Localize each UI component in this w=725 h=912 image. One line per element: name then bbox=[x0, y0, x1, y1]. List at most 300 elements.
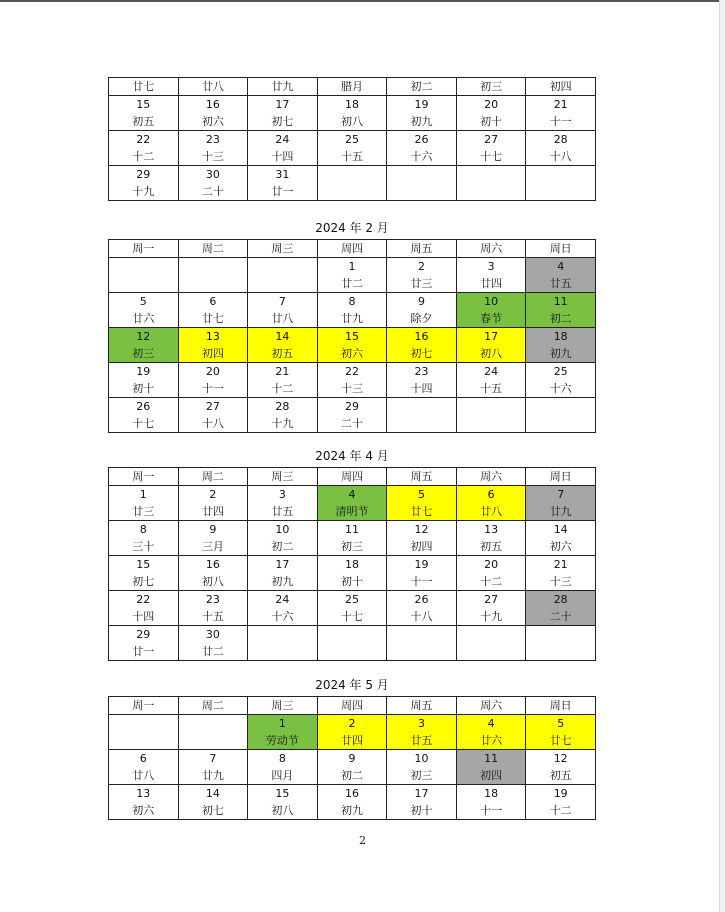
lunar-date: 初二 bbox=[549, 312, 572, 325]
day-number: 9 bbox=[209, 523, 217, 536]
day-number: 6 bbox=[487, 488, 495, 501]
lunar-date: 除夕 bbox=[410, 312, 433, 325]
lunar-date: 十九 bbox=[480, 610, 503, 623]
day-number: 17 bbox=[414, 787, 429, 800]
day-number: 8 bbox=[278, 752, 286, 765]
week-row bbox=[109, 363, 596, 398]
weekday-header: 周四 bbox=[317, 697, 387, 715]
day-cell bbox=[317, 486, 387, 521]
day-number bbox=[109, 258, 178, 275]
day-number: 10 bbox=[414, 752, 429, 765]
lunar-date bbox=[109, 275, 178, 292]
lunar-date: 十二 bbox=[132, 150, 155, 163]
day-number bbox=[457, 626, 526, 643]
day-number: 15 bbox=[344, 330, 359, 343]
day-number: 14 bbox=[553, 523, 568, 536]
day-number: 13 bbox=[136, 787, 151, 800]
day-cell bbox=[248, 166, 318, 201]
empty-cell bbox=[317, 166, 387, 201]
day-number: 16 bbox=[205, 98, 220, 111]
day-number: 10 bbox=[275, 523, 290, 536]
day-number: 1 bbox=[139, 488, 147, 501]
lunar-date: 廿五 bbox=[271, 505, 294, 518]
lunar-date: 初五 bbox=[271, 347, 294, 360]
lunar-date: 初五 bbox=[480, 540, 503, 553]
lunar-date: 初九 bbox=[410, 115, 433, 128]
day-number: 25 bbox=[344, 593, 359, 606]
empty-cell bbox=[526, 398, 596, 433]
page-edge bbox=[719, 0, 725, 912]
day-cell bbox=[317, 715, 387, 750]
lunar-date: 初九 bbox=[549, 347, 572, 360]
week-row bbox=[109, 715, 596, 750]
day-cell bbox=[526, 715, 596, 750]
day-number: 16 bbox=[414, 330, 429, 343]
lunar-date: 十四 bbox=[271, 150, 294, 163]
day-cell bbox=[456, 293, 526, 328]
day-number: 23 bbox=[414, 365, 429, 378]
lunar-date: 廿八 bbox=[271, 312, 294, 325]
day-number: 20 bbox=[484, 98, 499, 111]
empty-cell bbox=[456, 398, 526, 433]
day-number: 26 bbox=[414, 593, 429, 606]
lunar-date: 廿六 bbox=[132, 312, 155, 325]
day-number: 6 bbox=[139, 752, 147, 765]
lunar-date: 初八 bbox=[271, 804, 294, 817]
lunar-date: 廿四 bbox=[340, 734, 363, 747]
day-cell bbox=[526, 556, 596, 591]
lunar-date bbox=[457, 415, 526, 432]
day-cell bbox=[109, 166, 179, 201]
day-number: 22 bbox=[136, 593, 151, 606]
day-number: 2 bbox=[209, 488, 217, 501]
weekday-header: 周一 bbox=[109, 468, 179, 486]
lunar-date: 廿九 bbox=[248, 78, 318, 96]
day-number bbox=[248, 626, 317, 643]
day-cell bbox=[526, 591, 596, 626]
day-cell bbox=[248, 715, 318, 750]
lunar-date: 十三 bbox=[549, 575, 572, 588]
week-row bbox=[109, 328, 596, 363]
page-number: 2 bbox=[359, 834, 366, 847]
lunar-date: 廿七 bbox=[410, 505, 433, 518]
lunar-date: 十六 bbox=[549, 382, 572, 395]
day-number: 6 bbox=[209, 295, 217, 308]
day-cell bbox=[317, 96, 387, 131]
day-cell bbox=[248, 521, 318, 556]
day-cell bbox=[178, 363, 248, 398]
day-cell bbox=[387, 715, 457, 750]
lunar-date: 春节 bbox=[480, 312, 503, 325]
day-cell bbox=[109, 556, 179, 591]
empty-cell bbox=[387, 626, 457, 661]
day-number bbox=[387, 626, 456, 643]
day-cell bbox=[456, 258, 526, 293]
day-number: 19 bbox=[414, 558, 429, 571]
day-number: 20 bbox=[484, 558, 499, 571]
day-number: 14 bbox=[275, 330, 290, 343]
day-number: 29 bbox=[136, 168, 151, 181]
lunar-date: 三十 bbox=[132, 540, 155, 553]
week-row bbox=[109, 293, 596, 328]
empty-cell bbox=[456, 626, 526, 661]
day-cell bbox=[178, 328, 248, 363]
week-row bbox=[109, 521, 596, 556]
lunar-date: 初十 bbox=[340, 575, 363, 588]
weekday-header: 周四 bbox=[317, 468, 387, 486]
day-number: 9 bbox=[418, 295, 426, 308]
day-cell bbox=[317, 398, 387, 433]
day-cell bbox=[456, 715, 526, 750]
day-cell bbox=[317, 521, 387, 556]
week-row bbox=[109, 258, 596, 293]
weekday-header: 周三 bbox=[248, 697, 318, 715]
lunar-date bbox=[526, 643, 595, 660]
lunar-date: 初八 bbox=[340, 115, 363, 128]
empty-cell bbox=[526, 166, 596, 201]
day-number: 17 bbox=[484, 330, 499, 343]
lunar-date bbox=[179, 732, 248, 749]
week-row bbox=[109, 556, 596, 591]
lunar-date: 腊月 bbox=[317, 78, 387, 96]
weekday-header: 周一 bbox=[109, 240, 179, 258]
day-cell bbox=[317, 131, 387, 166]
day-number: 31 bbox=[275, 168, 290, 181]
day-number bbox=[109, 715, 178, 732]
lunar-date: 廿五 bbox=[549, 277, 572, 290]
day-number bbox=[526, 166, 595, 183]
day-cell bbox=[248, 363, 318, 398]
day-cell bbox=[248, 556, 318, 591]
day-cell bbox=[178, 96, 248, 131]
day-number: 23 bbox=[205, 133, 220, 146]
day-number: 15 bbox=[275, 787, 290, 800]
day-number: 3 bbox=[487, 260, 495, 273]
day-number: 11 bbox=[484, 752, 499, 765]
day-cell bbox=[387, 328, 457, 363]
day-number: 25 bbox=[553, 365, 568, 378]
day-number: 13 bbox=[484, 523, 499, 536]
lunar-date: 十八 bbox=[549, 150, 572, 163]
lunar-date: 廿三 bbox=[410, 277, 433, 290]
lunar-date: 十三 bbox=[340, 382, 363, 395]
day-cell bbox=[178, 486, 248, 521]
day-cell bbox=[317, 328, 387, 363]
lunar-date: 廿七 bbox=[109, 78, 179, 96]
lunar-date: 廿一 bbox=[271, 185, 294, 198]
weekday-header: 周三 bbox=[248, 468, 318, 486]
lunar-date: 四月 bbox=[271, 769, 294, 782]
day-number: 18 bbox=[344, 558, 359, 571]
january-calendar-continued bbox=[108, 77, 596, 201]
day-number: 14 bbox=[205, 787, 220, 800]
lunar-date: 廿九 bbox=[201, 769, 224, 782]
day-number: 12 bbox=[553, 752, 568, 765]
day-cell bbox=[248, 486, 318, 521]
empty-cell bbox=[109, 715, 179, 750]
day-cell bbox=[248, 131, 318, 166]
day-cell bbox=[178, 521, 248, 556]
lunar-date: 廿八 bbox=[132, 769, 155, 782]
day-number bbox=[387, 166, 456, 183]
day-number: 17 bbox=[275, 558, 290, 571]
day-number: 22 bbox=[136, 133, 151, 146]
weekday-header-row bbox=[109, 468, 596, 486]
day-cell bbox=[456, 750, 526, 785]
day-cell bbox=[248, 96, 318, 131]
may-calendar bbox=[108, 696, 596, 820]
day-number: 3 bbox=[278, 488, 286, 501]
lunar-date: 初三 bbox=[456, 78, 526, 96]
lunar-date: 初五 bbox=[549, 769, 572, 782]
day-number: 15 bbox=[136, 558, 151, 571]
lunar-date: 二十 bbox=[549, 610, 572, 623]
day-cell bbox=[109, 750, 179, 785]
lunar-date: 二十 bbox=[340, 417, 363, 430]
lunar-date: 清明节 bbox=[335, 505, 369, 518]
day-number: 12 bbox=[414, 523, 429, 536]
week-row bbox=[109, 96, 596, 131]
day-cell bbox=[387, 96, 457, 131]
day-cell bbox=[456, 521, 526, 556]
week-row bbox=[109, 785, 596, 820]
day-cell bbox=[178, 750, 248, 785]
weekday-header: 周六 bbox=[456, 697, 526, 715]
lunar-date bbox=[387, 183, 456, 200]
lunar-date: 十九 bbox=[132, 185, 155, 198]
lunar-date: 初七 bbox=[201, 804, 224, 817]
day-number: 27 bbox=[205, 400, 220, 413]
week-row bbox=[109, 398, 596, 433]
day-cell bbox=[178, 785, 248, 820]
april-calendar bbox=[108, 467, 596, 661]
day-number: 29 bbox=[344, 400, 359, 413]
day-number: 28 bbox=[553, 593, 568, 606]
lunar-date: 初十 bbox=[410, 804, 433, 817]
day-cell bbox=[387, 750, 457, 785]
day-number: 30 bbox=[205, 168, 220, 181]
day-number: 2 bbox=[348, 717, 356, 730]
day-cell bbox=[317, 591, 387, 626]
day-cell bbox=[526, 486, 596, 521]
week-row bbox=[109, 131, 596, 166]
day-cell bbox=[178, 626, 248, 661]
empty-cell bbox=[387, 398, 457, 433]
day-cell bbox=[526, 258, 596, 293]
weekday-header: 周五 bbox=[387, 240, 457, 258]
day-cell bbox=[387, 258, 457, 293]
lunar-date: 廿七 bbox=[201, 312, 224, 325]
lunar-date bbox=[179, 275, 248, 292]
empty-cell bbox=[178, 715, 248, 750]
day-number: 11 bbox=[344, 523, 359, 536]
lunar-date bbox=[248, 643, 317, 660]
lunar-date: 十八 bbox=[201, 417, 224, 430]
day-number: 5 bbox=[139, 295, 147, 308]
lunar-date: 初七 bbox=[132, 575, 155, 588]
day-number: 15 bbox=[136, 98, 151, 111]
lunar-date: 初五 bbox=[132, 115, 155, 128]
lunar-date: 初六 bbox=[549, 540, 572, 553]
lunar-date bbox=[526, 183, 595, 200]
lunar-date: 十五 bbox=[340, 150, 363, 163]
day-cell bbox=[248, 328, 318, 363]
day-cell bbox=[178, 166, 248, 201]
lunar-date: 十二 bbox=[480, 575, 503, 588]
week-row bbox=[109, 486, 596, 521]
day-number: 19 bbox=[414, 98, 429, 111]
lunar-date: 十四 bbox=[132, 610, 155, 623]
day-number: 25 bbox=[344, 133, 359, 146]
day-cell bbox=[109, 521, 179, 556]
day-number bbox=[179, 715, 248, 732]
lunar-date: 廿七 bbox=[549, 734, 572, 747]
lunar-date: 廿一 bbox=[132, 645, 155, 658]
day-number bbox=[387, 398, 456, 415]
day-cell bbox=[526, 521, 596, 556]
day-cell bbox=[248, 293, 318, 328]
day-cell bbox=[248, 398, 318, 433]
day-number: 19 bbox=[136, 365, 151, 378]
top-border bbox=[0, 0, 725, 2]
day-number: 10 bbox=[484, 295, 499, 308]
day-number: 22 bbox=[344, 365, 359, 378]
lunar-date: 廿六 bbox=[480, 734, 503, 747]
weekday-header: 周六 bbox=[456, 468, 526, 486]
lunar-date: 初三 bbox=[410, 769, 433, 782]
day-cell bbox=[456, 556, 526, 591]
lunar-date: 廿九 bbox=[340, 312, 363, 325]
day-number: 26 bbox=[136, 400, 151, 413]
weekday-header-row bbox=[109, 697, 596, 715]
empty-cell bbox=[248, 258, 318, 293]
day-cell bbox=[387, 591, 457, 626]
lunar-date: 初四 bbox=[201, 347, 224, 360]
day-number: 1 bbox=[278, 717, 286, 730]
lunar-date bbox=[457, 183, 526, 200]
day-cell bbox=[317, 363, 387, 398]
day-cell bbox=[526, 96, 596, 131]
lunar-date: 十五 bbox=[480, 382, 503, 395]
lunar-date: 十一 bbox=[549, 115, 572, 128]
day-number: 7 bbox=[209, 752, 217, 765]
lunar-date: 初七 bbox=[271, 115, 294, 128]
empty-cell bbox=[178, 258, 248, 293]
day-cell bbox=[387, 293, 457, 328]
lunar-date: 十八 bbox=[410, 610, 433, 623]
day-number: 24 bbox=[275, 593, 290, 606]
day-number: 27 bbox=[484, 593, 499, 606]
day-cell bbox=[526, 328, 596, 363]
day-number: 28 bbox=[553, 133, 568, 146]
lunar-date bbox=[457, 643, 526, 660]
lunar-date: 廿二 bbox=[201, 645, 224, 658]
lunar-date: 初十 bbox=[132, 382, 155, 395]
lunar-date: 十九 bbox=[271, 417, 294, 430]
day-number: 11 bbox=[553, 295, 568, 308]
lunar-date: 廿三 bbox=[132, 505, 155, 518]
lunar-date: 廿八 bbox=[480, 505, 503, 518]
lunar-date: 十七 bbox=[340, 610, 363, 623]
day-number: 28 bbox=[275, 400, 290, 413]
lunar-date: 十六 bbox=[410, 150, 433, 163]
weekday-header: 周三 bbox=[248, 240, 318, 258]
lunar-date: 十一 bbox=[410, 575, 433, 588]
day-cell bbox=[178, 131, 248, 166]
lunar-date: 十二 bbox=[549, 804, 572, 817]
day-cell bbox=[317, 258, 387, 293]
day-number: 5 bbox=[418, 488, 426, 501]
day-cell bbox=[317, 556, 387, 591]
day-number: 23 bbox=[205, 593, 220, 606]
day-cell bbox=[109, 363, 179, 398]
day-cell bbox=[456, 131, 526, 166]
day-cell bbox=[178, 398, 248, 433]
weekday-header: 周一 bbox=[109, 697, 179, 715]
lunar-date: 十三 bbox=[201, 150, 224, 163]
weekday-header: 周二 bbox=[178, 468, 248, 486]
day-number bbox=[179, 258, 248, 275]
empty-cell bbox=[387, 166, 457, 201]
lunar-date bbox=[109, 732, 178, 749]
empty-cell bbox=[456, 166, 526, 201]
lunar-date: 初四 bbox=[526, 78, 596, 96]
lunar-date: 初六 bbox=[340, 347, 363, 360]
day-cell bbox=[248, 750, 318, 785]
day-number: 29 bbox=[136, 628, 151, 641]
weekday-header: 周日 bbox=[526, 468, 596, 486]
day-number: 24 bbox=[484, 365, 499, 378]
day-cell bbox=[109, 328, 179, 363]
lunar-date: 十四 bbox=[410, 382, 433, 395]
lunar-date: 初六 bbox=[132, 804, 155, 817]
weekday-header: 周五 bbox=[387, 468, 457, 486]
day-number bbox=[457, 398, 526, 415]
empty-cell bbox=[248, 626, 318, 661]
lunar-date bbox=[248, 275, 317, 292]
day-cell bbox=[387, 363, 457, 398]
day-number: 7 bbox=[278, 295, 286, 308]
lunar-date bbox=[387, 643, 456, 660]
day-number bbox=[526, 398, 595, 415]
week-row bbox=[109, 591, 596, 626]
lunar-date: 十七 bbox=[480, 150, 503, 163]
lunar-date: 廿八 bbox=[178, 78, 248, 96]
lunar-date bbox=[318, 643, 387, 660]
day-number: 19 bbox=[553, 787, 568, 800]
day-cell bbox=[178, 293, 248, 328]
day-cell bbox=[178, 591, 248, 626]
day-cell bbox=[456, 96, 526, 131]
day-cell bbox=[387, 521, 457, 556]
day-number: 2 bbox=[418, 260, 426, 273]
day-cell bbox=[317, 750, 387, 785]
day-number bbox=[457, 166, 526, 183]
lunar-date: 初二 bbox=[271, 540, 294, 553]
weekday-header: 周日 bbox=[526, 240, 596, 258]
day-number: 18 bbox=[344, 98, 359, 111]
day-number: 21 bbox=[553, 98, 568, 111]
day-number: 4 bbox=[557, 260, 565, 273]
lunar-date: 初四 bbox=[480, 769, 503, 782]
day-number: 21 bbox=[553, 558, 568, 571]
day-cell bbox=[526, 293, 596, 328]
lunar-date bbox=[387, 415, 456, 432]
week-row bbox=[109, 750, 596, 785]
day-cell bbox=[317, 293, 387, 328]
lunar-date: 初六 bbox=[201, 115, 224, 128]
day-number: 16 bbox=[205, 558, 220, 571]
